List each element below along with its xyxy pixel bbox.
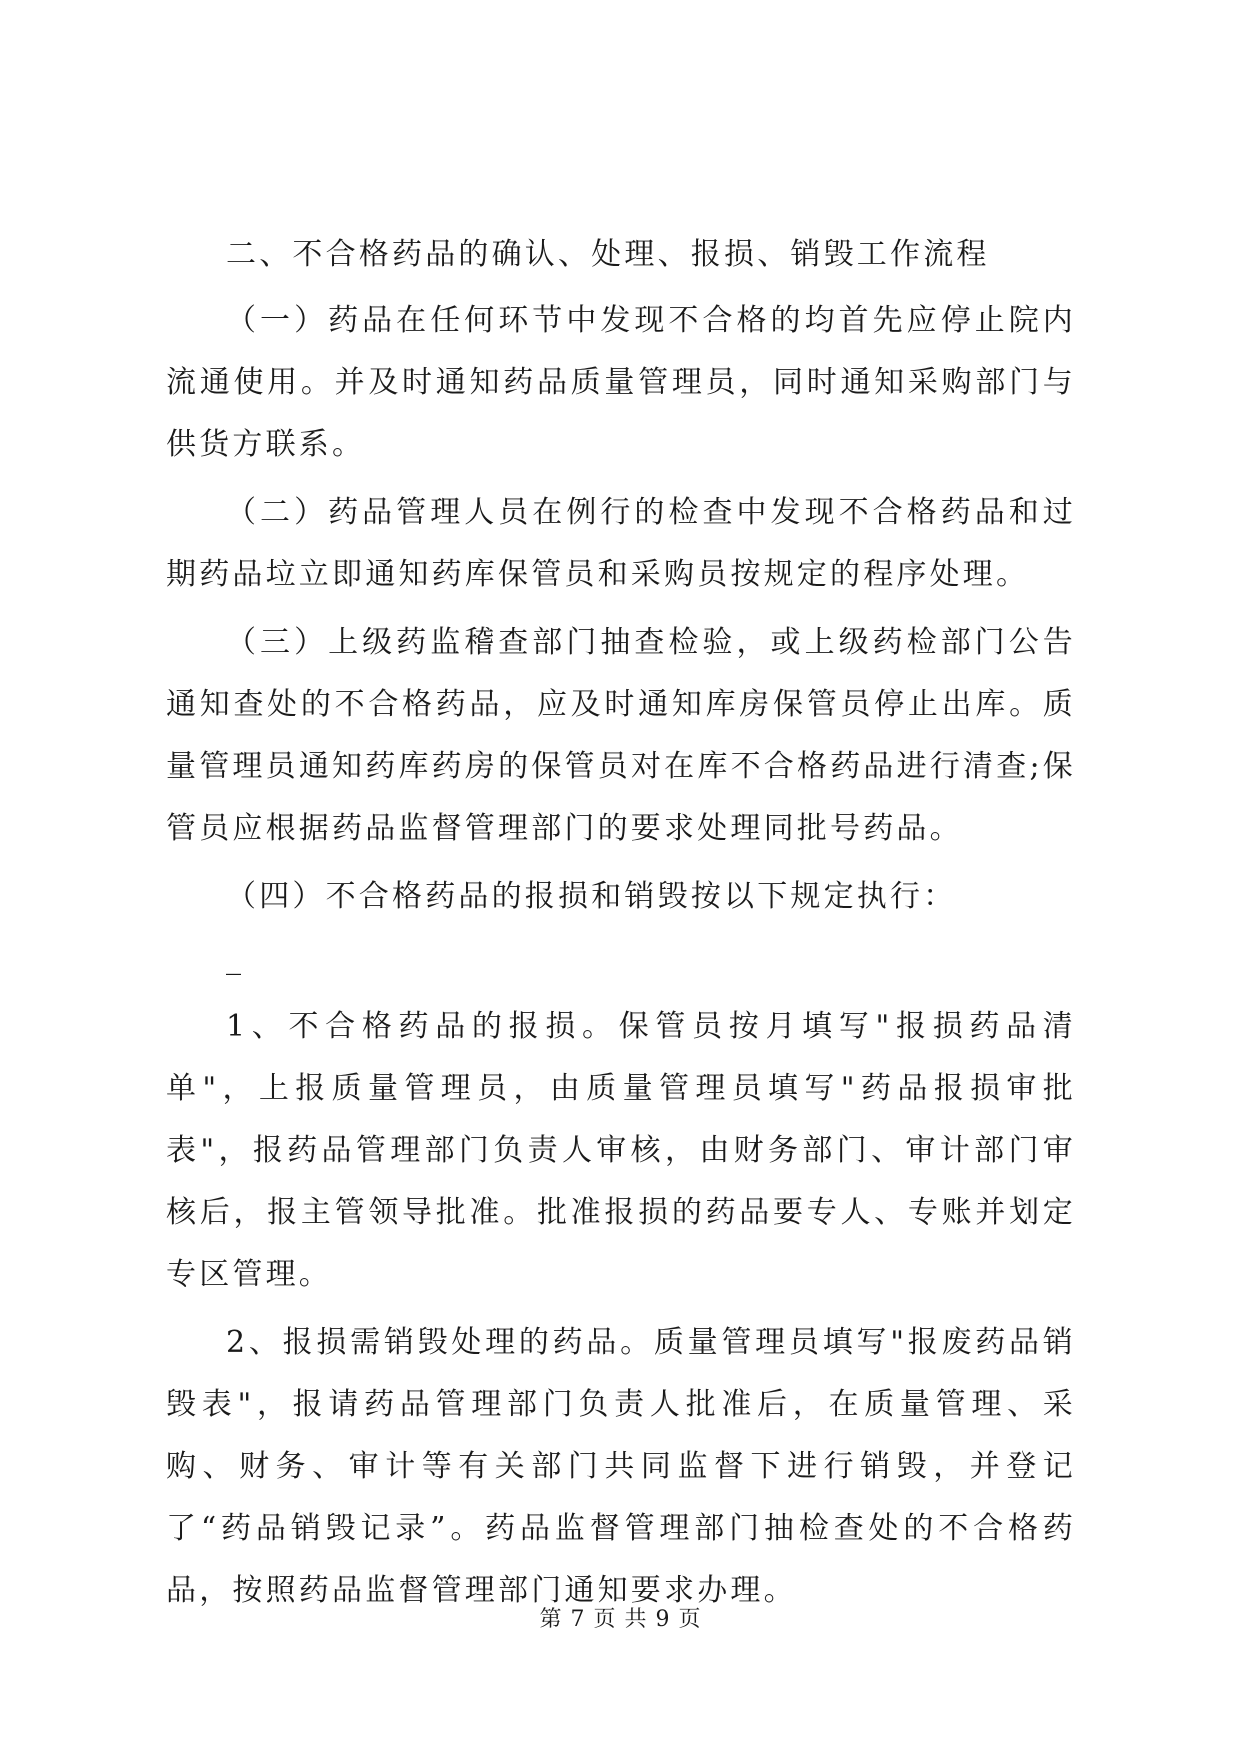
paragraph-3: （三）上级药监稽查部门抽查检验，或上级药检部门公告通知查处的不合格药品，应及时通知库房保管员停止出库。质量管理员通知药库药房的保管员对在库不合格药品进行清查;保管员应根据药品监督管理部门的要求处理同批号药品。	[166, 625, 1076, 846]
list-item-2: 2、报损需销毁处理的药品。质量管理员填写"报废药品销毁表"，报请药品管理部门负责人批准后，在质量管理、采购、财务、审计等有关部门共同监督下进行销毁，并登记了“药品销毁记录”。药品监督管理部门抽检查处的不合格药品，按照药品监督管理部门通知要求办理。	[166, 1325, 1076, 1608]
dash-marker: _	[226, 941, 245, 976]
paragraph-1: （一）药品在任何环节中发现不合格的均首先应停止院内流通使用。并及时通知药品质量管理员，同时通知采购部门与供货方联系。	[166, 303, 1076, 462]
page-footer: 第 7 页 共 9 页	[539, 1607, 702, 1632]
paragraph-2: （二）药品管理人员在例行的检查中发现不合格药品和过期药品垃立即通知药库保管员和采购员按规定的程序处理。	[166, 495, 1076, 592]
document-body	[166, 224, 1076, 1622]
list-item-1: 1、不合格药品的报损。保管员按月填写"报损药品清单"，上报质量管理员，由质量管理员填写"药品报损审批表"，报药品管理部门负责人审核，由财务部门、审计部门审核后，报主管领导批准。批准报损的药品要专人、专账并划定专区管理。	[166, 1009, 1076, 1292]
paragraph-4: （四）不合格药品的报损和销毁按以下规定执行：	[226, 879, 957, 914]
section-heading: 二、不合格药品的确认、处理、报损、销毁工作流程	[226, 237, 990, 272]
